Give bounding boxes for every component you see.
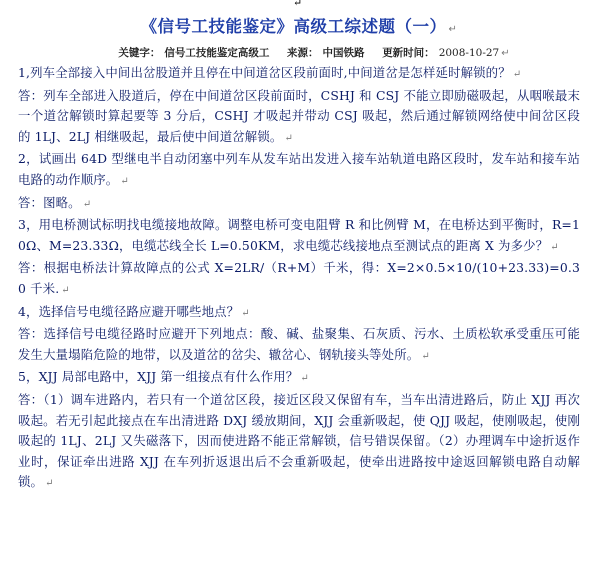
keyword-value: 信号工技能鉴定高级工: [164, 47, 270, 59]
paragraph-mark-icon: ↵: [120, 175, 129, 187]
answer-3-text: 答：根据电桥法计算故障点的公式 X=2LR/（R+M）千米，得：X=2×0.5×10/(10+23.33)=0.30 千米.: [18, 260, 580, 296]
answer-4: [18, 324, 580, 367]
question-2: [18, 149, 580, 192]
page-title: [18, 14, 580, 40]
answer-4-text: 答：选择信号电缆径路时应避开下列地点：酸、碱、盐聚集、石灰质、污水、土质松软承受重压可能发生大量塌陷危险的地带，以及道岔的岔尖、辙岔心、钢轨接头等处所。: [18, 326, 580, 362]
question-5-text: 5，XJJ 局部电路中，XJJ 第一组接点有什么作用？: [18, 369, 299, 385]
update-label: 更新时间：: [382, 47, 435, 59]
title-text: 《信号工技能鉴定》高级工综述题（一）: [140, 17, 447, 36]
keyword-label: 关键字：: [118, 47, 161, 59]
answer-1: [18, 86, 580, 150]
paragraph-mark-icon: ↵: [82, 198, 92, 210]
answer-5: [18, 390, 580, 495]
paragraph-mark-icon: ↵: [300, 373, 309, 385]
paragraph-mark-icon: ↵: [550, 241, 559, 253]
answer-2-text: 答：图略。: [18, 194, 81, 210]
paragraph-mark-icon: ↵: [421, 350, 430, 362]
question-3: [18, 215, 580, 258]
paragraph-mark-icon: ↵: [293, 0, 303, 9]
question-2-text: 2，试画出 64D 型继电半自动闭塞中列车从发车站出发进入接车站轨道电路区段时，发车站和接车站电路的动作顺序。: [18, 151, 580, 187]
paragraph-mark-icon: ↵: [241, 307, 250, 319]
update-date: 2008-10-27: [438, 47, 500, 59]
question-4: [18, 302, 580, 325]
paragraph-mark-icon: ↵: [512, 69, 522, 80]
paragraph-mark-icon: ↵: [448, 24, 458, 35]
answer-1-text: 答：列车全部进入股道后，停在中间道岔区段前面时，CSHJ 和 CSJ 不能立即励磁吸起，从咽喉最末一个道岔解锁时算起要等 3 分后，CSHJ 才吸起并带动 CSJ 吸起，然后通过解锁网络使中间岔区段的 1LJ、2LJ 相继吸起，最后使中间道岔解锁。: [18, 87, 580, 144]
paragraph-mark-icon: ↵: [284, 132, 293, 144]
answer-2: [18, 193, 580, 216]
source-value: 中国铁路: [322, 47, 365, 59]
answer-5-text: 答：（1）调车进路内，若只有一个道岔区段，接近区段又保留有车，当车出清进路后，防止 XJJ 再次吸起。若无引起此接点在车出清进路 DXJ 缓放期间，XJJ 会重新吸起，使 QJJ 吸起，使刚吸起，使刚吸起的 1LJ、2LJ 又失磁落下，因而使进路不能正常解锁，信号错误保留。（2）办理调车中途折返作业时，保证牵出进路 XJJ 在车列折返退出后不会重新吸起，使牵出进路按中途返回解锁电路自动解锁。: [18, 391, 580, 490]
paragraph-mark-icon: ↵: [61, 284, 70, 296]
question-3-text: 3，用电桥测试标明找电缆接地故障。调整电桥可变电阻臂 R 和比例臂 M，在电桥达到平衡时，R=10Ω、M=23.33Ω，电缆芯线全长 L=0.50KM，求电缆芯线接地点至测试点的距离 X 为多少？: [18, 217, 580, 253]
paragraph-mark-icon: ↵: [501, 48, 510, 59]
question-4-text: 4，选择信号电缆径路应避开哪些地点？: [18, 303, 240, 319]
question-1: [18, 63, 580, 86]
article-meta: [18, 45, 580, 61]
answer-3: [18, 258, 580, 301]
question-1-text: 1,列车全部接入中间出岔股道并且停在中间道岔区段前面时,中间道岔是怎样延时解锁的？: [18, 65, 511, 80]
paragraph-mark-icon: ↵: [45, 478, 54, 490]
question-5: [18, 367, 580, 390]
source-label: 来源：: [287, 47, 319, 59]
document-body: [18, 63, 580, 495]
